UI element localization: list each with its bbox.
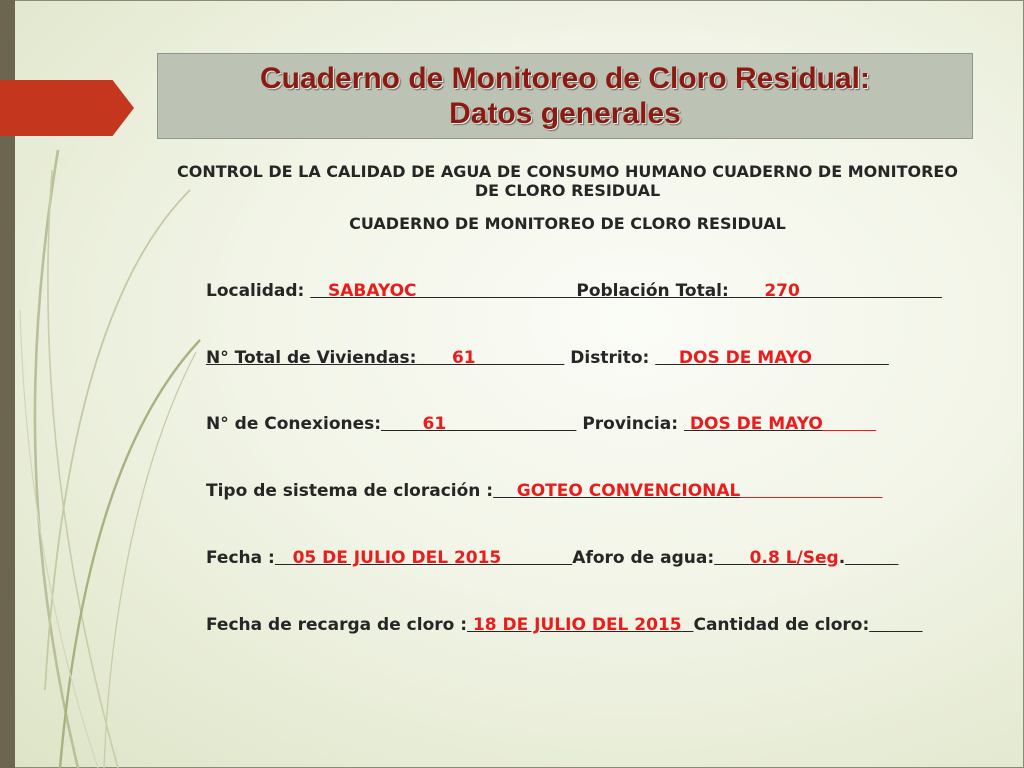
fecha-value: 05 DE JULIO DEL 2015 (292, 548, 502, 568)
fecha-recarga-value: 18 DE JULIO DEL 2015 (472, 615, 682, 635)
row-conexiones (206, 413, 876, 435)
localidad-value: SABAYOC (328, 281, 417, 301)
poblacion-value: 270 (764, 281, 800, 301)
conexiones-value: 61 (422, 414, 447, 434)
row-fecha (206, 547, 898, 569)
provincia-value: DOS DE MAYO (689, 414, 823, 434)
row-localidad (206, 280, 942, 302)
title-arrow-marker (0, 80, 134, 136)
title-line-2: Datos generales (449, 97, 681, 130)
title-box (157, 53, 973, 139)
localidad-label: Localidad: (206, 281, 311, 301)
distrito-value: DOS DE MAYO (678, 348, 812, 368)
viviendas-value: 61 (451, 348, 476, 368)
aforo-value: 0.8 L/Seg (749, 548, 839, 568)
stroke-5 (104, 352, 196, 768)
provincia-label: Provincia: (576, 414, 684, 434)
heading-cuaderno: CUADERNO DE MONITOREO DE CLORO RESIDUAL (349, 214, 786, 233)
stroke-4 (60, 340, 200, 768)
poblacion-label: Población Total: (576, 281, 729, 301)
fecha-recarga-label: Fecha de recarga de cloro : (206, 615, 468, 635)
conexiones-label: N° de Conexiones: (206, 414, 382, 434)
fecha-label: Fecha : (206, 548, 275, 568)
distrito-label: Distrito: (564, 348, 656, 368)
slide-title (260, 61, 870, 131)
cantidad-cloro-label: Cantidad de cloro: (693, 615, 870, 635)
row-fecha-recarga (206, 614, 923, 636)
viviendas-label: N° Total de Viviendas: (206, 348, 417, 368)
title-line-1: Cuaderno de Monitoreo de Cloro Residual: (259, 62, 871, 95)
aforo-label: Aforo de agua: (572, 548, 715, 568)
row-viviendas (206, 347, 889, 369)
tipo-sistema-value: GOTEO CONVENCIONAL (516, 481, 741, 501)
heading-control-calidad: CONTROL DE LA CALIDAD DE AGUA DE CONSUMO HUMANO CUADERNO DE MONITOREO DE CLORO RESIDUAL (177, 162, 958, 200)
row-tipo-sistema (206, 480, 882, 502)
tipo-sistema-label: Tipo de sistema de cloración : (206, 481, 494, 501)
aforo-suffix: . (838, 548, 846, 568)
